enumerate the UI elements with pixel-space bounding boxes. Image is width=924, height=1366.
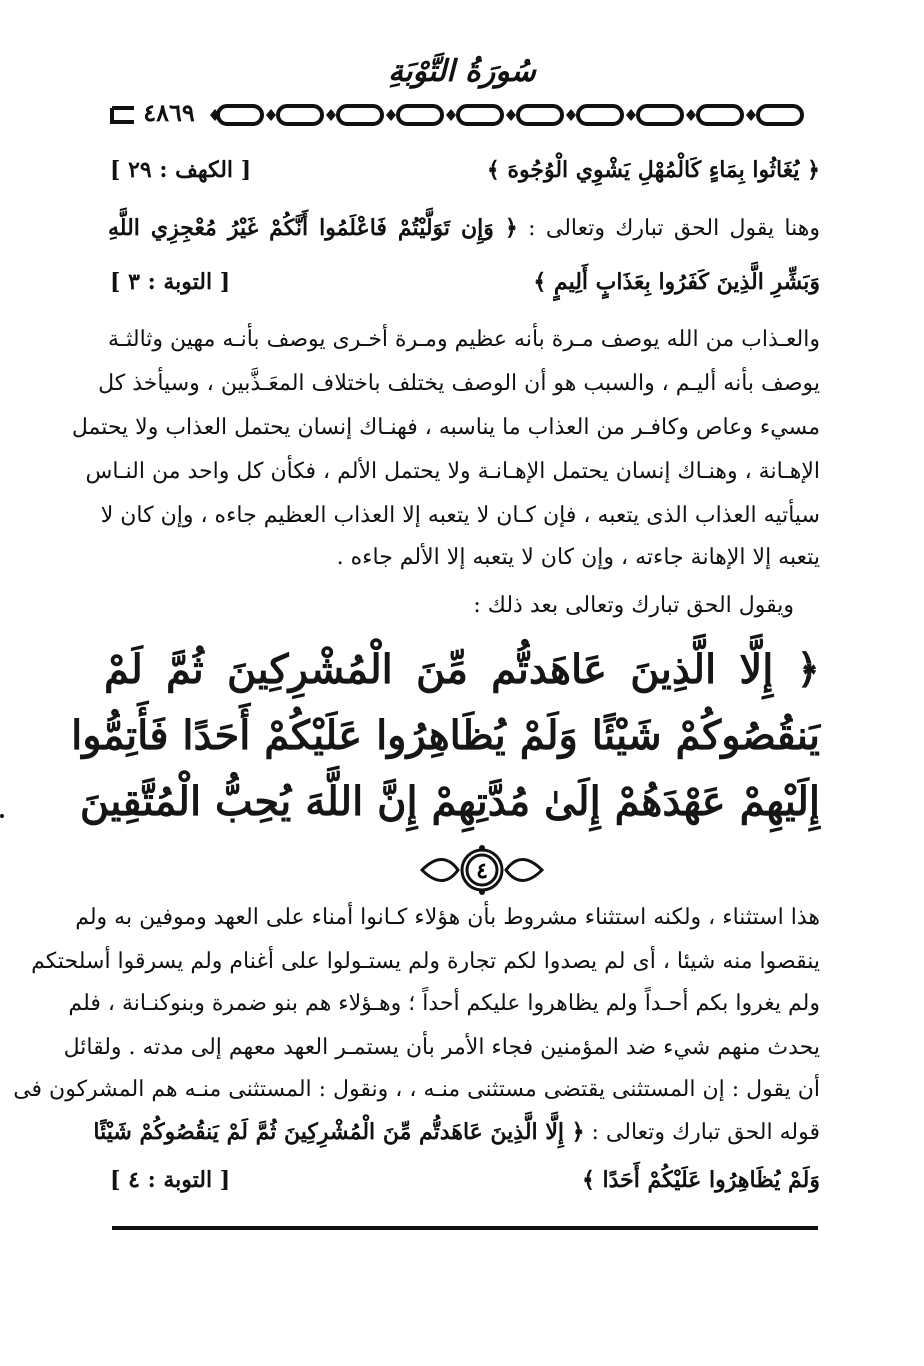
surah-title: سُورَةُ التَّوْبَةِ xyxy=(388,54,536,89)
quran-verse-line: يَنقُصُوكُمْ شَيْئًا وَلَمْ يُظَاهِرُوا عَلَيْكُمْ أَحَدًا فَأَتِمُّوا xyxy=(71,712,820,759)
paragraph-line: ينقصوا منه شيئا ، أى لم يصدوا لكم تجارة ولم يستـولوا على أغنام ولم يسرقوا أسلحتكم xyxy=(31,949,820,974)
intro-text: قوله الحق تبارك وتعالى : xyxy=(591,1120,820,1145)
paragraph-line: يتعبه إلا الإهانة جاءته ، وإن كان لا يتعبه إلا الألم جاءه . xyxy=(336,545,820,570)
paragraph-line: مسيء وعاص وكافـر من العذاب ما يناسبه ، فهنـاك إنسان يحتمل العذاب ولا يحتمل xyxy=(71,415,820,440)
intro-text: وهنا يقول الحق تبارك وتعالى : xyxy=(528,216,820,241)
paragraph-line: والعـذاب من الله يوصف مـرة بأنه عظيم ومـرة أخـرى يوصف بأنـه مهين وثالثـة xyxy=(108,327,820,352)
verse-quote: وَلَمْ يُظَاهِرُوا عَلَيْكُمْ أَحَدًا ﴾ xyxy=(581,1167,820,1193)
quran-verse-line: إِلَيْهِمْ عَهْدَهُمْ إِلَىٰ مُدَّتِهِمْ إِنَّ اللَّهَ يُحِبُّ الْمُتَّقِينَ xyxy=(79,778,820,825)
paragraph-line: أن يقول : إن المستثنى يقتضى مستثنى منـه ، ، ونقول : المستثنى منـه هم المشركون فى xyxy=(13,1077,820,1102)
verse-quote: وَبَشِّرِ الَّذِينَ كَفَرُوا بِعَذَابٍ أَلِيمٍ ﴾ xyxy=(533,269,820,295)
paragraph-line: هذا استثناء ، ولكنه استثناء مشروط بأن هؤلاء كـانوا أمناء على العهد وموفين به ولم xyxy=(75,905,820,930)
verse-quote: ﴿ إِلَّا الَّذِينَ عَاهَدتُّم مِّنَ الْمُشْرِكِينَ ثُمَّ لَمْ يَنقُصُوكُمْ شَيْئًا xyxy=(93,1119,585,1145)
paragraph-line: ولم يغروا بكم أحـداً ولم يظاهروا عليكم أحداً ؛ وهـؤلاء هم بنو ضمرة وبنوكنـانة ، فلم xyxy=(68,991,820,1016)
intro-text: ويقول الحق تبارك وتعالى بعد ذلك : xyxy=(473,593,794,618)
verse-reference: [ الكهف : ٢٩ ] xyxy=(110,157,252,183)
quran-verse-line: ﴿ إِلَّا الَّذِينَ عَاهَدتُّم مِّنَ الْمُشْرِكِينَ ثُمَّ لَمْ xyxy=(104,646,820,693)
paragraph-line: يوصف بأنه أليـم ، والسبب هو أن الوصف يختلف باختلاف المعَـذَّبين ، وسيأخذ كل xyxy=(98,371,820,396)
margin-mark xyxy=(0,814,4,818)
text-line xyxy=(93,1112,820,1153)
paragraph-line: يحدث منهم شيء ضد المؤمنين فجاء الأمر بأن يستمـر العهد معهم إلى مدته . ولقائل xyxy=(63,1035,820,1060)
verse-reference: [ التوبة : ٤ ] xyxy=(110,1167,231,1193)
header-ornamental-rule xyxy=(108,100,812,130)
verse-reference: [ التوبة : ٣ ] xyxy=(110,269,231,295)
verse-number: ٤ xyxy=(476,858,488,884)
paragraph-line: سيأتيه العذاب الذى يتعبه ، فإن كـان لا يتعبه إلا العذاب العظيم جاءه ، وإن كان لا xyxy=(100,503,820,528)
text-line xyxy=(108,208,820,249)
verse-quote: ﴿ يُغَاثُوا بِمَاءٍ كَالْمُهْلِ يَشْوِي الْوُجُوهَ ﴾ xyxy=(486,157,820,183)
footer-rule xyxy=(112,1226,818,1230)
paragraph-line: الإهـانة ، وهنـاك إنسان يحتمل الإهـانـة ولا يحتمل الألم ، فكأن كل واحد من النـاس xyxy=(85,459,820,484)
verse-number-ornament-icon xyxy=(412,844,552,896)
page-number: ٤٨٦٩ xyxy=(134,96,204,130)
verse-quote: ﴿ وَإِن تَوَلَّيْتُمْ فَاعْلَمُوا أَنَّكُمْ غَيْرُ مُعْجِزِي اللَّهِ xyxy=(108,215,518,241)
